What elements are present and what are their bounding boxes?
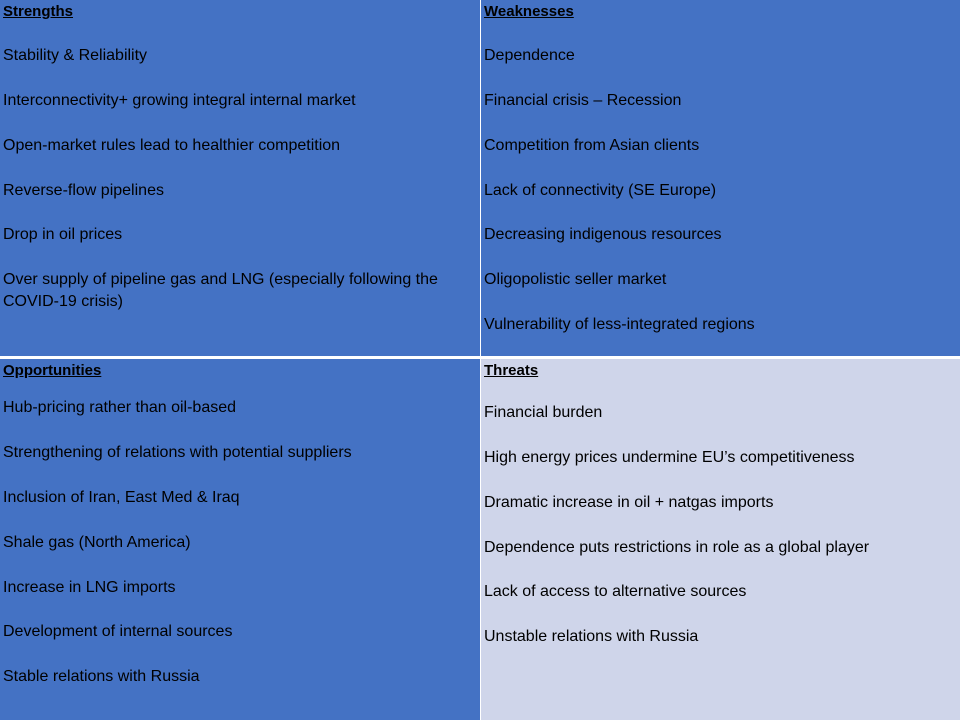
weaknesses-item: Financial crisis – Recession xyxy=(484,92,682,109)
threats-item: Unstable relations with Russia xyxy=(484,628,699,645)
strengths-item: Stability & Reliability xyxy=(3,47,148,64)
opportunities-item: Hub-pricing rather than oil-based xyxy=(3,399,237,416)
weaknesses-item: Vulnerability of less-integrated regions xyxy=(484,316,755,333)
threats-item: Financial burden xyxy=(484,404,603,421)
weaknesses-item: Lack of connectivity (SE Europe) xyxy=(484,182,717,199)
threats-item: Dependence puts restrictions in role as a global player xyxy=(484,539,870,556)
opportunities-item: Shale gas (North America) xyxy=(3,534,191,551)
opportunities-quadrant xyxy=(0,359,480,720)
weaknesses-item: Dependence xyxy=(484,47,575,64)
strengths-heading: Strengths xyxy=(3,3,74,20)
weaknesses-item: Competition from Asian clients xyxy=(484,137,700,154)
threats-item: Lack of access to alternative sources xyxy=(484,583,747,600)
weaknesses-heading: Weaknesses xyxy=(484,3,574,20)
strengths-item: Over supply of pipeline gas and LNG (especially following the COVID-19 crisis) xyxy=(3,271,438,310)
threats-quadrant xyxy=(481,359,960,720)
opportunities-item: Strengthening of relations with potential suppliers xyxy=(3,444,352,461)
strengths-item: Interconnectivity+ growing integral internal market xyxy=(3,92,356,109)
threats-heading: Threats xyxy=(484,362,539,379)
threats-item: High energy prices undermine EU’s competitiveness xyxy=(484,449,855,466)
opportunities-item: Development of internal sources xyxy=(3,623,233,640)
weaknesses-quadrant xyxy=(481,0,960,356)
weaknesses-item: Oligopolistic seller market xyxy=(484,271,667,288)
threats-item: Dramatic increase in oil + natgas imports xyxy=(484,494,774,511)
strengths-item: Open-market rules lead to healthier competition xyxy=(3,137,341,154)
strengths-quadrant xyxy=(0,0,480,356)
opportunities-item: Stable relations with Russia xyxy=(3,668,200,685)
opportunities-item: Inclusion of Iran, East Med & Iraq xyxy=(3,489,240,506)
opportunities-heading: Opportunities xyxy=(3,362,102,379)
weaknesses-item: Decreasing indigenous resources xyxy=(484,226,722,243)
opportunities-item: Increase in LNG imports xyxy=(3,579,176,596)
strengths-item: Drop in oil prices xyxy=(3,226,123,243)
strengths-item: Reverse-flow pipelines xyxy=(3,182,164,199)
vertical-divider xyxy=(480,0,481,720)
